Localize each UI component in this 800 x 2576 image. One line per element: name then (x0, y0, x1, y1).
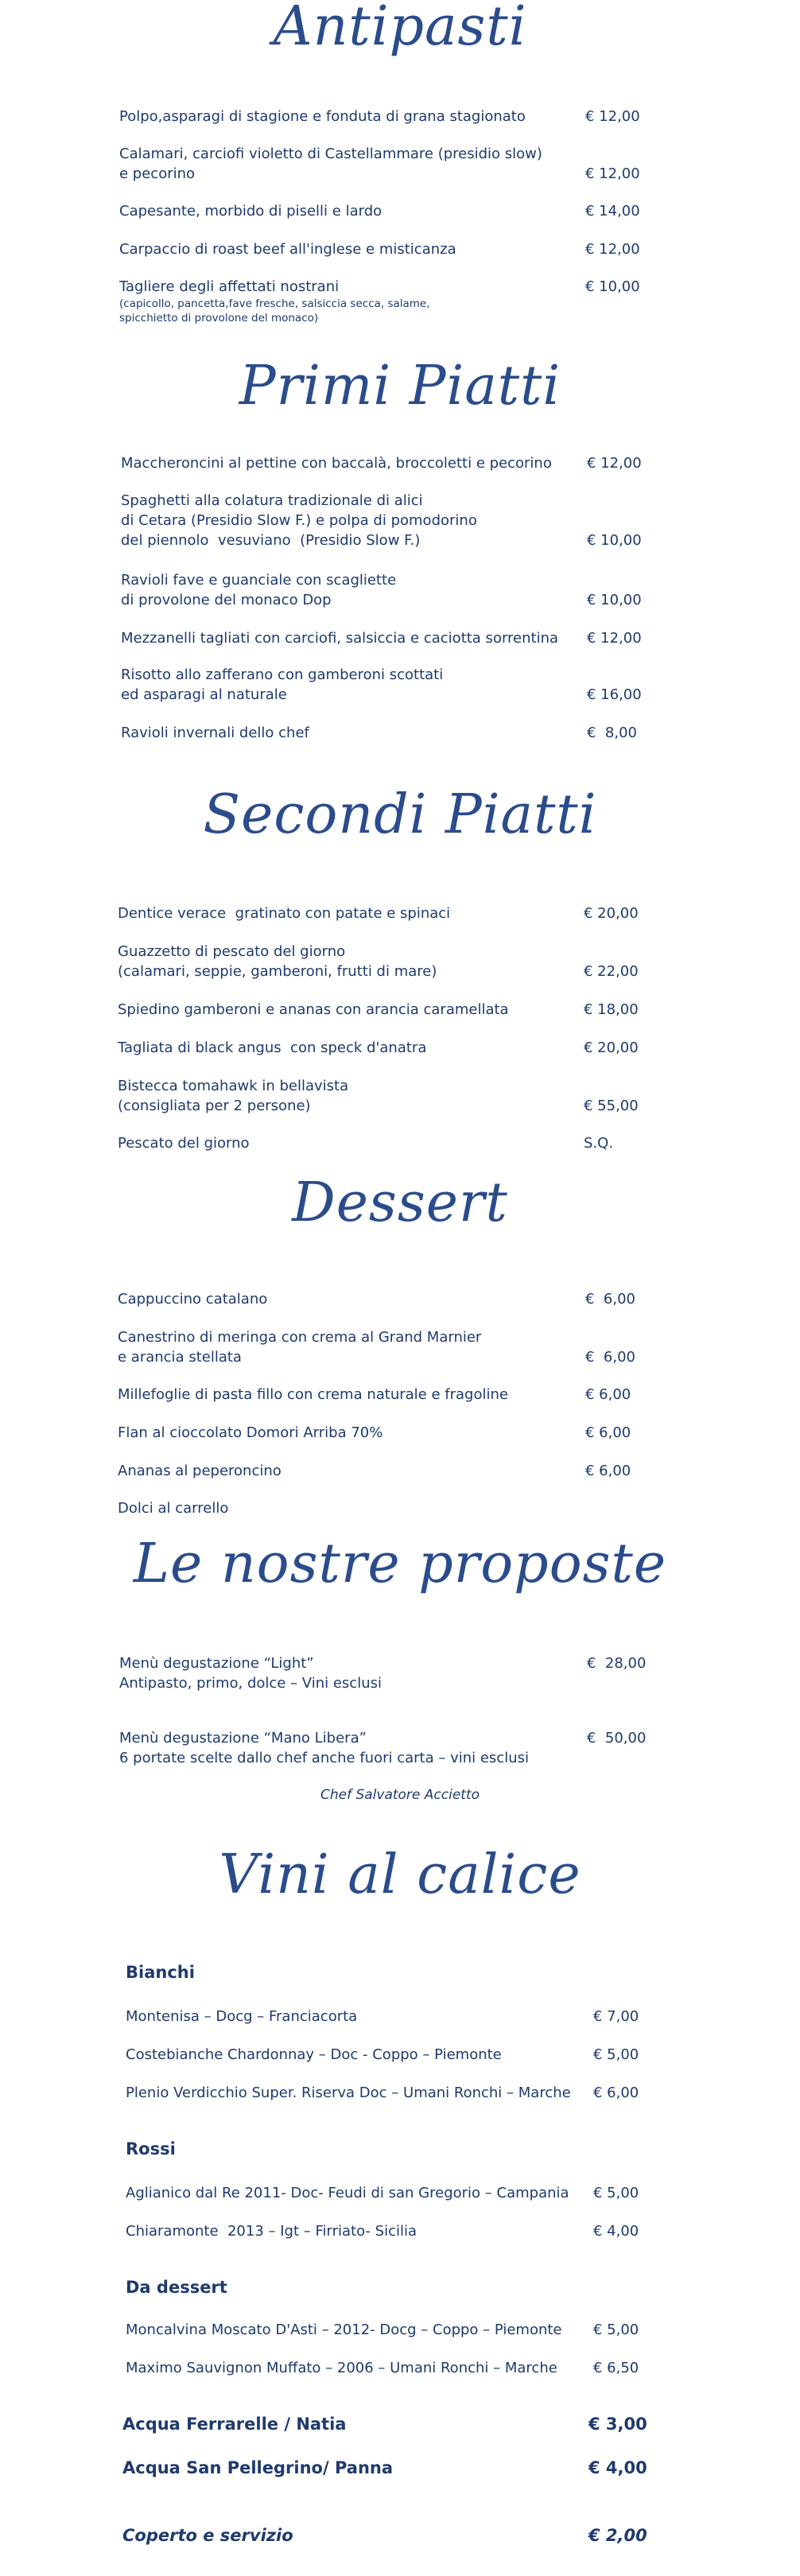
primi-item-5: Risotto allo zafferano con gamberoni scottati ed asparagi al naturale (121, 666, 444, 703)
antipasti-title: Antipasti (273, 0, 527, 58)
secondi-price-6: S.Q. (584, 1135, 614, 1152)
secondi-item-1: Dentice verace gratinato con patate e spinaci (118, 905, 451, 922)
antipasti-note-5: (capicollo, pancetta,fave fresche, salsiccia secca, salame, spicchietto di provolone del monaco) (119, 297, 430, 324)
antipasti-price-3: € 14,00 (585, 203, 640, 220)
vini-rossi-label: Rossi (126, 2139, 176, 2158)
vini-dessert-label: Da dessert (126, 2278, 227, 2297)
extra-item-2: Acqua San Pellegrino/ Panna (122, 2458, 394, 2477)
antipasti-price-4: € 12,00 (585, 241, 640, 258)
dessert-item-3: Millefoglie di pasta fillo con crema naturale e fragoline (118, 1386, 508, 1403)
secondi-item-2: Guazzetto di pescato del giorno (calamari, seppie, gamberoni, frutti di mare) (118, 943, 437, 980)
dessert-item-1: Cappuccino catalano (118, 1291, 268, 1307)
primi-price-2: € 10,00 (587, 532, 642, 549)
dessert-item-5: Ananas al peperoncino (118, 1463, 282, 1479)
extra-price-1: € 3,00 (588, 2415, 647, 2434)
primi-price-6: € 8,00 (587, 725, 637, 741)
primi-item-2: Spaghetti alla colatura tradizionale di alici di Cetara (Presidio Slow F.) e polpa di pomodorino del piennolo vesuviano (Presidio Slow F.) (121, 492, 477, 549)
proposte-price-1: € 28,00 (587, 1655, 647, 1672)
dessert-item-4: Flan al cioccolato Domori Arriba 70% (118, 1424, 383, 1441)
proposte-title: Le nostre proposte (133, 1533, 667, 1595)
bianchi-item-1: Montenisa – Docg – Franciacorta (126, 2008, 358, 2025)
secondi-item-5: Bistecca tomahawk in bellavista (consigliata per 2 persone) (118, 1078, 349, 1114)
dessert-price-3: € 6,00 (585, 1386, 631, 1403)
rossi-price-1: € 5,00 (593, 2185, 639, 2201)
dessert-price-5: € 6,00 (585, 1463, 631, 1479)
secondi-item-6: Pescato del giorno (118, 1135, 250, 1152)
secondi-price-3: € 18,00 (584, 1001, 639, 1018)
antipasti-item-4: Carpaccio di roast beef all'inglese e misticanza (119, 241, 456, 258)
primi-price-5: € 16,00 (587, 686, 642, 703)
bianchi-item-3: Plenio Verdicchio Super. Riserva Doc – Umani Ronchi – Marche (126, 2085, 571, 2101)
extra-item-3: Coperto e servizio (122, 2526, 293, 2545)
secondi-price-1: € 20,00 (584, 905, 639, 922)
primi-item-6: Ravioli invernali dello chef (121, 725, 309, 741)
primi-title: Primi Piatti (239, 355, 561, 418)
dessert-price-4: € 6,00 (585, 1424, 631, 1441)
primi-item-4: Mezzanelli tagliati con carciofi, salsiccia e caciotta sorrentina (121, 630, 559, 647)
vini-title: Vini al calice (219, 1844, 581, 1906)
vini-dessert-item-2: Maximo Sauvignon Muffato – 2006 – Umani Ronchi – Marche (126, 2360, 557, 2376)
bianchi-item-2: Costebianche Chardonnay – Doc - Coppo – Piemonte (126, 2046, 502, 2063)
bianchi-price-1: € 7,00 (593, 2008, 639, 2025)
primi-price-3: € 10,00 (587, 592, 642, 608)
dessert-item-2: Canestrino di meringa con crema al Grand Marnier e arancia stellata (118, 1329, 482, 1366)
extra-price-2: € 4,00 (588, 2458, 647, 2477)
vini-dessert-item-1: Moncalvina Moscato D'Asti – 2012- Docg – Coppo – Piemonte (126, 2322, 562, 2338)
antipasti-item-5: Tagliere degli affettati nostrani (119, 278, 340, 295)
antipasti-price-5: € 10,00 (585, 278, 640, 295)
secondi-price-2: € 22,00 (584, 963, 639, 980)
dessert-item-6: Dolci al carrello (118, 1500, 229, 1517)
primi-price-1: € 12,00 (587, 455, 642, 472)
bianchi-price-2: € 5,00 (593, 2046, 639, 2063)
extra-item-1: Acqua Ferrarelle / Natia (122, 2415, 347, 2434)
bianchi-price-3: € 6,00 (593, 2085, 639, 2101)
rossi-item-2: Chiaramonte 2013 – Igt – Firriato- Sicilia (126, 2223, 417, 2240)
antipasti-item-2: Calamari, carciofi violetto di Castellammare (presidio slow) e pecorino (119, 146, 542, 182)
antipasti-price-1: € 12,00 (585, 108, 640, 125)
antipasti-item-1: Polpo,asparagi di stagione e fonduta di grana stagionato (119, 108, 526, 125)
secondi-title: Secondi Piatti (203, 783, 597, 846)
rossi-item-1: Aglianico dal Re 2011- Doc- Feudi di san Gregorio – Campania (126, 2185, 569, 2201)
secondi-price-5: € 55,00 (584, 1098, 639, 1114)
dessert-price-2: € 6,00 (585, 1349, 635, 1366)
secondi-price-4: € 20,00 (584, 1039, 639, 1056)
proposte-item-1: Menù degustazione “Light” Antipasto, primo, dolce – Vini esclusi (119, 1655, 382, 1692)
primi-item-3: Ravioli fave e guanciale con scagliette di provolone del monaco Dop (121, 572, 397, 608)
antipasti-price-2: € 12,00 (585, 165, 640, 182)
proposte-item-2: Menù degustazione “Mano Libera” 6 portate scelte dallo chef anche fuori carta – vini esclusi (119, 1730, 529, 1766)
secondi-item-3: Spiedino gamberoni e ananas con arancia caramellata (118, 1001, 509, 1018)
primi-item-1: Maccheroncini al pettine con baccalà, broccoletti e pecorino (121, 455, 552, 472)
dessert-price-1: € 6,00 (585, 1291, 635, 1307)
dessert-title: Dessert (292, 1171, 508, 1234)
proposte-price-2: € 50,00 (587, 1730, 647, 1746)
vini-dessert-price-1: € 5,00 (593, 2322, 639, 2338)
vini-bianchi-label: Bianchi (126, 1963, 195, 1982)
secondi-item-4: Tagliata di black angus con speck d'anatra (118, 1039, 427, 1056)
rossi-price-2: € 4,00 (593, 2223, 639, 2240)
vini-dessert-price-2: € 6,50 (593, 2360, 639, 2376)
chef-signature: Chef Salvatore Accietto (320, 1787, 480, 1803)
antipasti-item-3: Capesante, morbido di piselli e lardo (119, 203, 383, 220)
extra-price-3: € 2,00 (588, 2526, 647, 2545)
primi-price-4: € 12,00 (587, 630, 642, 647)
